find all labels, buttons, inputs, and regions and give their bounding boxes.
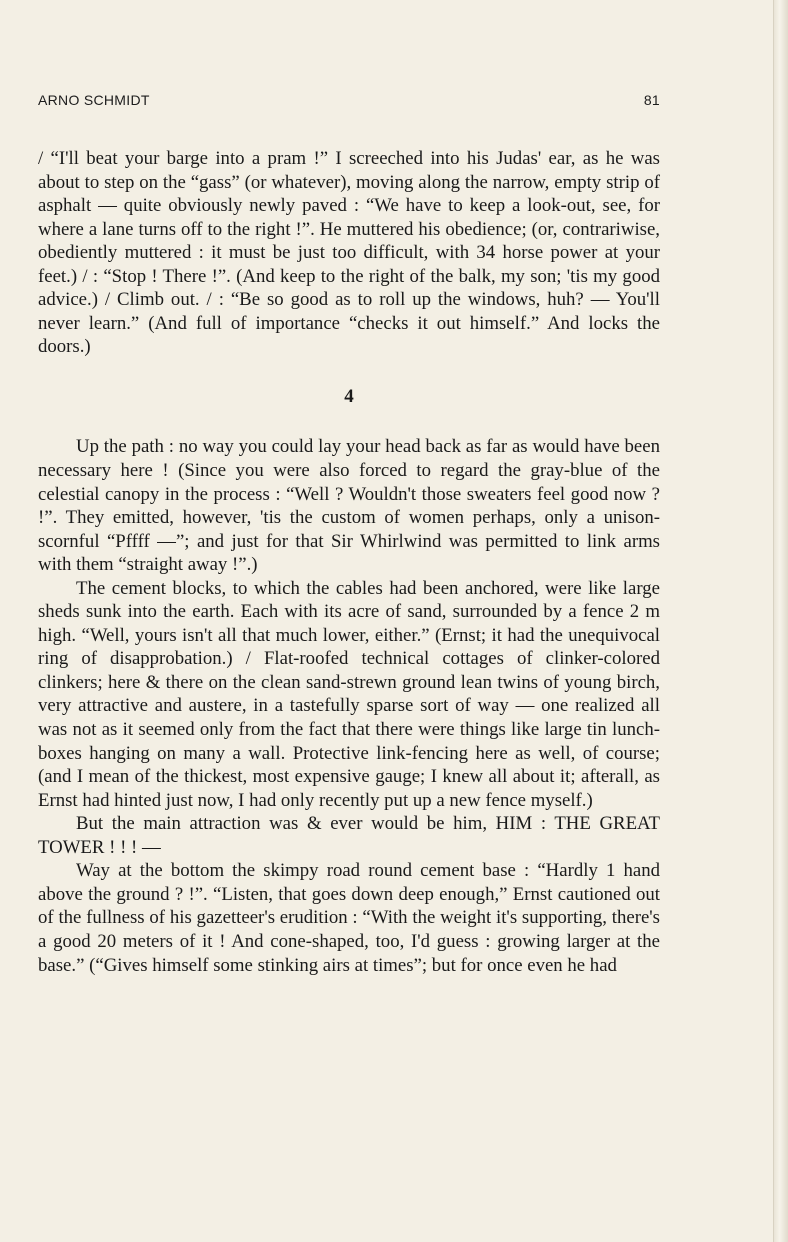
page-number: 81 (643, 92, 660, 108)
body-text (38, 147, 660, 977)
paragraph: / “I'll beat your barge into a pram !” I screeched into his Judas' ear, as he was about to step on the “gass” (or whatever), moving along the narrow, empty strip of asphalt — quite obviously newly paved : “We have to keep a look-out, see, for where a lane turns off to the right !”. He muttered his obedience; (or, contrariwise, obediently muttered : it must be just too difficult, with 34 horse power at your feet.) / : “Stop ! There !”. (And keep to the right of the balk, my son; 'tis my good advice.) / Climb out. / : “Be so good as to roll up the windows, huh? — You'll never learn.” (And full of importance “checks it out himself.” And locks the doors.) (38, 148, 660, 358)
running-head-author: ARNO SCHMIDT (38, 92, 150, 108)
section-number: 4 (344, 385, 354, 407)
paragraph: Way at the bottom the skimpy road round cement base : “Hardly 1 hand above the ground ? !”. “Listen, that goes down deep enough,” Ernst cautioned out of the fullness of his gazetteer's erudition : “With the weight it's supporting, there's a good 20 meters of it ! And cone-shaped, too, I'd guess : growing larger at the base.” (“Gives himself some stinking airs at times”; but for once even he had (38, 860, 660, 976)
paragraph: Up the path : no way you could lay your head back as far as would have been necessary here ! (Since you were also forced to regard the gray-blue of the celestial canopy in the process : “Well ? Wouldn't those sweaters feel good now ? !”. They emitted, however, 'tis the custom of women perhaps, only a unison-scornful “Pffff —”; and just for that Sir Whirlwind was permitted to link arms with them “straight away !”.) (38, 436, 660, 576)
paragraph: But the main attraction was & ever would be him, HIM : THE GREAT TOWER ! ! ! — (38, 813, 660, 858)
page-edge (773, 0, 788, 1242)
paragraph: The cement blocks, to which the cables had been anchored, were like large sheds sunk into the earth. Each with its acre of sand, surrounded by a fence 2 m high. “Well, yours isn't all that much lower, either.” (Ernst; it had the unequivocal ring of disapprobation.) / Flat-roofed technical cottages of clinker-colored clinkers; here & there on the clean sand-strewn ground lean twins of young birch, very attractive and austere, in a tastefully sparse sort of way — one realized all was not as it seemed only from the fact that there were things like large tin lunch-boxes hanging on many a wall. Protective link-fencing here as well, of course; (and I mean of the thickest, most expensive gauge; I knew all about it; afterall, as Ernst had hinted just now, I had only recently put up a new fence myself.) (38, 577, 660, 811)
